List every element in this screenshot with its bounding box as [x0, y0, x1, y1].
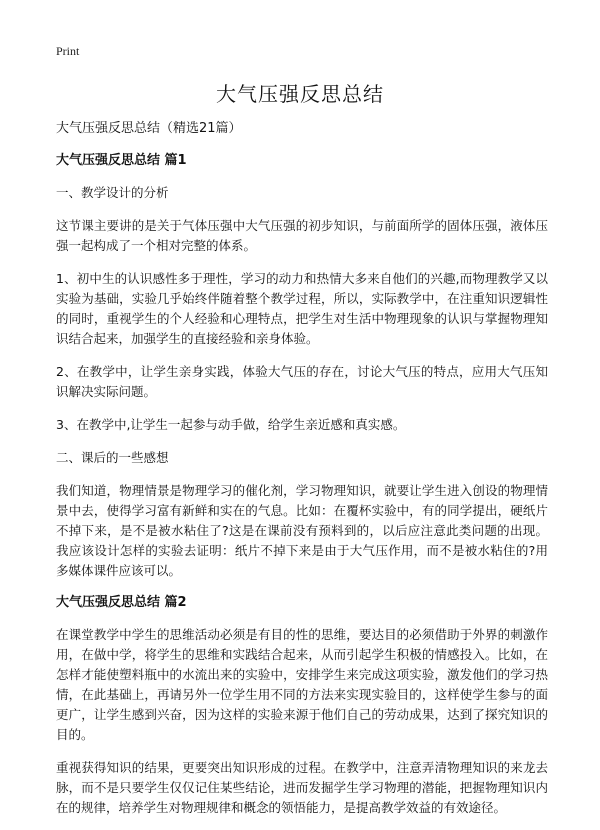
paragraph: 这节课主要讲的是关于气体压强中大气压强的初步知识，与前面所学的固体压强，液体压强一起构成了一个相对完整的体系。: [56, 218, 548, 253]
paragraph: 重视获得知识的结果，更要突出知识形成的过程。在教学中，注意弄清物理知识的来龙去脉，而不是只要学生仅仅记住某些结论，进而发掘学生学习物理的潜能，把握物理知识内在的规律，培养学生对物理规律和概念的领悟能力，是提高教学效益的有效途径。: [56, 760, 548, 815]
paragraph: 1、初中生的认识感性多于理性，学习的动力和热情大多来自他们的兴趣,而物理教学又以实验为基础，实验几乎始终伴随着整个教学过程，所以，实际教学中，在注重知识逻辑性的同时，重视学生的个人经验和心理特点，把学生对生活中物理现象的认识与掌握物理知识结合起来，加强学生的直接经验和亲身体验。: [56, 271, 548, 346]
section-2: [56, 594, 548, 818]
document-subtitle: 大气压强反思总结（精选21篇）: [56, 121, 242, 136]
paragraph: 3、在教学中,让学生一起参与动手做，给学生亲近感和真实感。: [56, 417, 406, 432]
document-title: 大气压强反思总结: [216, 82, 384, 106]
paragraph: 在课堂教学中学生的思维活动必须是有目的性的思维，要达目的必须借助于外界的刺激作用，在做中学，将学生的思维和实践结合起来，从而引起学生积极的情感投入。比如，在怎样才能使塑料瓶中的水流出来的实验中，安排学生来完成这项实验，激发他们的学习热情，在此基础上，再请另外一位学生用不同的方法来实现实验目的，这样使学生参与的面更广，让学生感到兴奋，因为这样的实验来源于他们自己的劳动成果，达到了探究知识的目的。: [56, 627, 548, 742]
section-heading: 大气压强反思总结 篇2: [56, 595, 187, 610]
paragraph: 我们知道，物理情景是物理学习的催化剂，学习物理知识，就要让学生进入创设的物理情景中去，使得学习富有新鲜和实在的气息。比如：在覆杯实验中，有的同学提出，硬纸片不掉下来，是不是被水粘住了?这是在课前没有预料到的，以后应注意此类问题的出现。我应该设计怎样的实验去证明：纸片不掉下来是由于大气压作用，而不是被水粘住的?用多媒体课件应该可以。: [56, 483, 548, 578]
sub-heading: 一、教学设计的分析: [56, 185, 169, 200]
paragraph: 2、在教学中，让学生亲身实践，体验大气压的存在，讨论大气压的特点，应用大气压知识解决实际问题。: [56, 364, 548, 399]
section-1: [56, 152, 548, 581]
document-content: [56, 120, 548, 830]
section-heading: 大气压强反思总结 篇1: [56, 153, 187, 168]
print-link[interactable]: Print: [56, 44, 80, 58]
sub-heading: 二、课后的一些感想: [56, 450, 169, 465]
